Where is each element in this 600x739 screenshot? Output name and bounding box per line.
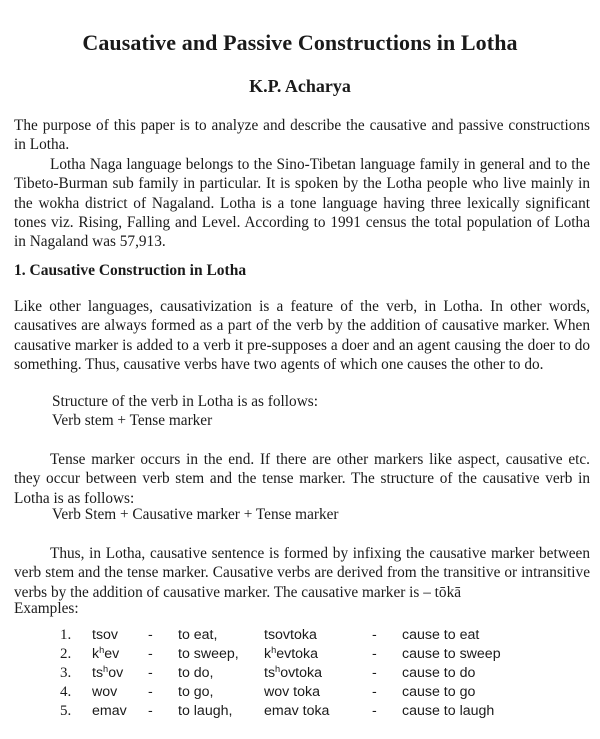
- example-dash: -: [372, 627, 377, 643]
- example-verb: emav: [92, 703, 127, 719]
- example-verb: $ts^hov$: [92, 663, 124, 681]
- example-causative-gloss: cause to eat: [402, 627, 480, 643]
- intro-paragraph-1: The purpose of this paper is to analyze and describe the causative and passive constructions in Lotha.: [14, 117, 590, 154]
- example-dash: -: [148, 703, 153, 719]
- example-row: [0, 665, 600, 685]
- example-number: 3.: [60, 665, 72, 681]
- example-dash: -: [372, 665, 377, 681]
- example-causative-verb: wov toka: [264, 684, 320, 700]
- example-number: 1.: [60, 627, 72, 643]
- example-dash: -: [148, 646, 153, 662]
- paper-title: Causative and Passive Constructions in Lotha: [82, 30, 518, 55]
- example-dash: -: [148, 684, 153, 700]
- causative-structure-formula: Verb Stem + Causative marker + Tense marker: [52, 506, 339, 523]
- section-paragraph-4: Thus, in Lotha, causative sentence is formed by infixing the causative marker between verb stem and the tense marker. Causative verbs are derived from the transitive or intransitive verbs by the addition of causative marker. The causative marker is – tōkā: [14, 545, 590, 601]
- example-dash: -: [372, 703, 377, 719]
- example-dash: -: [372, 646, 377, 662]
- example-dash: -: [372, 684, 377, 700]
- example-gloss: to go,: [178, 684, 214, 700]
- example-verb: wov: [92, 684, 118, 700]
- example-causative-verb: $ts^hovtoka$: [264, 663, 322, 681]
- example-number: 2.: [60, 646, 72, 662]
- section-paragraph-1: Like other languages, causativization is a feature of the verb, in Lotha. In other words, causatives are always formed as a part of the verb by the addition of causative marker. When causative marker is added to a verb it pre-supposes a doer and an agent causing the doer to do something. Thus, causative verbs have two agents of which one causes the other to do.: [14, 298, 590, 373]
- example-causative-gloss: cause to go: [402, 684, 476, 700]
- example-dash: -: [148, 627, 153, 643]
- example-causative-verb: $k^hevtoka$: [264, 644, 319, 662]
- example-verb: $k^hev$: [92, 644, 120, 662]
- example-gloss: to eat,: [178, 627, 218, 643]
- example-gloss: to sweep,: [178, 646, 239, 662]
- example-causative-gloss: cause to sweep: [402, 646, 501, 662]
- section-paragraph-3: Tense marker occurs in the end. If there are other markers like aspect, causative etc. they occur between verb stem and the tense marker. The structure of the causative verb in Lotha is as follows:: [14, 451, 590, 507]
- example-row: [0, 627, 600, 647]
- example-row: [0, 646, 600, 666]
- example-causative-gloss: cause to do: [402, 665, 476, 681]
- structure-intro-line: Structure of the verb in Lotha is as follows:: [52, 393, 318, 410]
- example-row: [0, 703, 600, 723]
- example-number: 4.: [60, 684, 72, 700]
- examples-label: Examples:: [14, 600, 79, 617]
- example-row: [0, 684, 600, 704]
- example-dash: -: [148, 665, 153, 681]
- example-gloss: to do,: [178, 665, 214, 681]
- intro-paragraph-2: Lotha Naga language belongs to the Sino-Tibetan language family in general and to the Tibeto-Burman sub family in particular. It is spoken by the Lotha people who live mainly in the wokha district of Nagaland. Lotha is a tone language having three lexically significant tones viz. Rising, Falling and Level. According to 1991 census the total population of Lotha in Nagaland was 57,913.: [14, 156, 590, 251]
- example-causative-verb: emav toka: [264, 703, 330, 719]
- section-heading: 1. Causative Construction in Lotha: [14, 262, 247, 279]
- example-causative-gloss: cause to laugh: [402, 703, 495, 719]
- example-gloss: to laugh,: [178, 703, 233, 719]
- example-number: 5.: [60, 703, 72, 719]
- paper-author: K.P. Acharya: [249, 76, 351, 96]
- structure-formula: Verb stem + Tense marker: [52, 412, 213, 429]
- example-verb: tsov: [92, 627, 119, 643]
- example-causative-verb: tsovtoka: [264, 627, 317, 643]
